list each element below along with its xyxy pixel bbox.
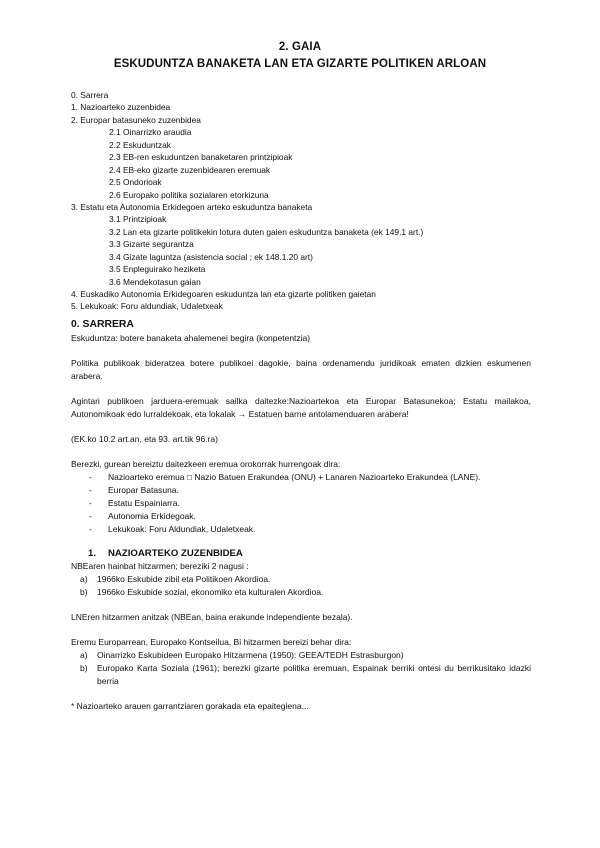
toc-entry: 3.4 Gizate laguntza (asistencia social ; ek 148.1.20 art) [109,251,313,262]
list-item: - Estatu Espainiarra. [71,497,531,510]
paragraph: Agintari publikoen jarduera-eremuak sailka daitezke:Nazioartekoa eta Europar Batasunekoa; Estatu mailakoa, Autonomikoak edo lurraldekoak, eta lokalak → Estatuen barne antolamenduaren arabera! [71,396,531,419]
list-item [71,662,531,688]
list-item-text: Oinarrizko Eskubideen Europako Hitzarmena (1950): GEEA/TEDH Estrasburgon) [97,650,404,660]
paragraph: (EK.ko 10.2 art.an, eta 93. art.tik 96.ra) [71,434,218,444]
toc-entry: 2. Europar batasuneko zuzenbidea [71,114,201,125]
list-item: - Lekukoak: Foru Aldundiak, Udaletxeak. [71,523,531,536]
list-marker: a) [80,650,88,660]
document-body [71,318,531,713]
toc-entry: 3.3 Gizarte segurantza [109,239,194,250]
list-item [71,586,531,599]
toc-entry: 3.5 Enpleguirako heziketa [109,264,206,275]
document-title: ESKUDUNTZA BANAKETA LAN ETA GIZARTE POLITIKEN ARLOAN [113,58,487,70]
toc-entry: 3.6 Mendekotasun gaian [109,276,201,287]
paragraph: Berezki, gurean bereiztu daitezkeen eremua orokorrak hurrengoak dira: [71,459,341,469]
dash-list [71,471,531,536]
footnote: * Nazioarteko arauen garrantziaren gorakada eta epaitegiena... [71,701,309,711]
list-item [71,573,531,586]
list-item-text: 1966ko Eskubide sozial, ekonomiko eta kulturalen Akordioa. [97,587,324,597]
list-item-text: 1966ko Eskubide zibil eta Politikoen Akordioa. [97,574,271,584]
toc-entry: 3.2 Lan eta gizarte politikekin lotura duten gaien eskuduntza banaketa (ek 149.1 art.) [109,226,424,237]
list-item: - Nazioarteko eremua □ Nazio Batuen Erakundea (ONU) + Lanaren Nazioarteko Erakundea (LANE). [71,471,531,484]
chapter-title: 2. GAIA [278,41,322,53]
paragraph: LNEren hitzarmen anitzak (NBEan, baina erakunde independiente bezala). [71,612,353,622]
toc-entry: 2.3 EB-ren eskuduntzen banaketaren printzipioak [109,152,293,163]
list-marker: b) [80,663,88,673]
section-heading-sarrera: 0. SARRERA [71,319,134,330]
toc-entry: 3.1 Printzipioak [109,214,167,225]
toc-entry: 0. Sarrera [71,90,109,100]
alpha-list [71,573,531,599]
list-item: - Europar Batasuna. [71,484,531,497]
section-heading-nazioarteko [71,547,531,560]
definition-line: Eskuduntza: botere banaketa ahalemenei begira (konpetentzia) [71,333,311,343]
paragraph: NBEaren hainbat hitzarmen; bereziki 2 nagusi : [71,561,249,571]
table-of-contents [71,89,551,313]
toc-entry: 5. Lekukoak: Foru aldundiak, Udaletxeak [71,301,223,312]
toc-entry: 2.5 Ondorioak [109,177,162,188]
paragraph: Politika publikoak bideratzea botere publikoei dagokie, baina ordenamendu juridikoak ematen dizkien eskumenen arabera. [71,358,531,381]
toc-entry: 2.4 EB-eko gizarte zuzenbidearen eremuak [109,164,271,175]
section-heading-text: NAZIOARTEKO ZUZENBIDEA [108,548,243,559]
toc-entry: 2.2 Eskuduntzak [109,139,171,150]
list-item [71,649,531,662]
section-number: 1. [88,548,97,559]
toc-entry: 4. Euskadiko Autonomia Erkidegoaren eskuduntza lan eta gizarte politiken gaietan [71,289,376,299]
list-item-text: Europako Karta Soziala (1961); berezki gizarte politika eremuan, Espainak berriki ontesi du berrikusitako idazki berria [97,663,531,686]
toc-entry: 3. Estatu eta Autonomia Erkidegoen arteko eskuduntza banaketa [71,201,313,212]
paragraph: Eremu Europarrean, Europako Kontseilua. Bi hitzarmen bereizi behar dira: [71,637,352,647]
list-marker: b) [80,587,88,597]
list-item: - Autonomia Erkidegoak. [71,510,531,523]
toc-entry: 2.6 Europako politika sozialaren etorkizuna [109,189,269,200]
toc-entry: 1. Nazioarteko zuzenbidea [71,102,171,113]
list-marker: a) [80,574,88,584]
toc-entry: 2.1 Oinarrizko araudia [109,127,192,138]
alpha-list [71,649,531,688]
